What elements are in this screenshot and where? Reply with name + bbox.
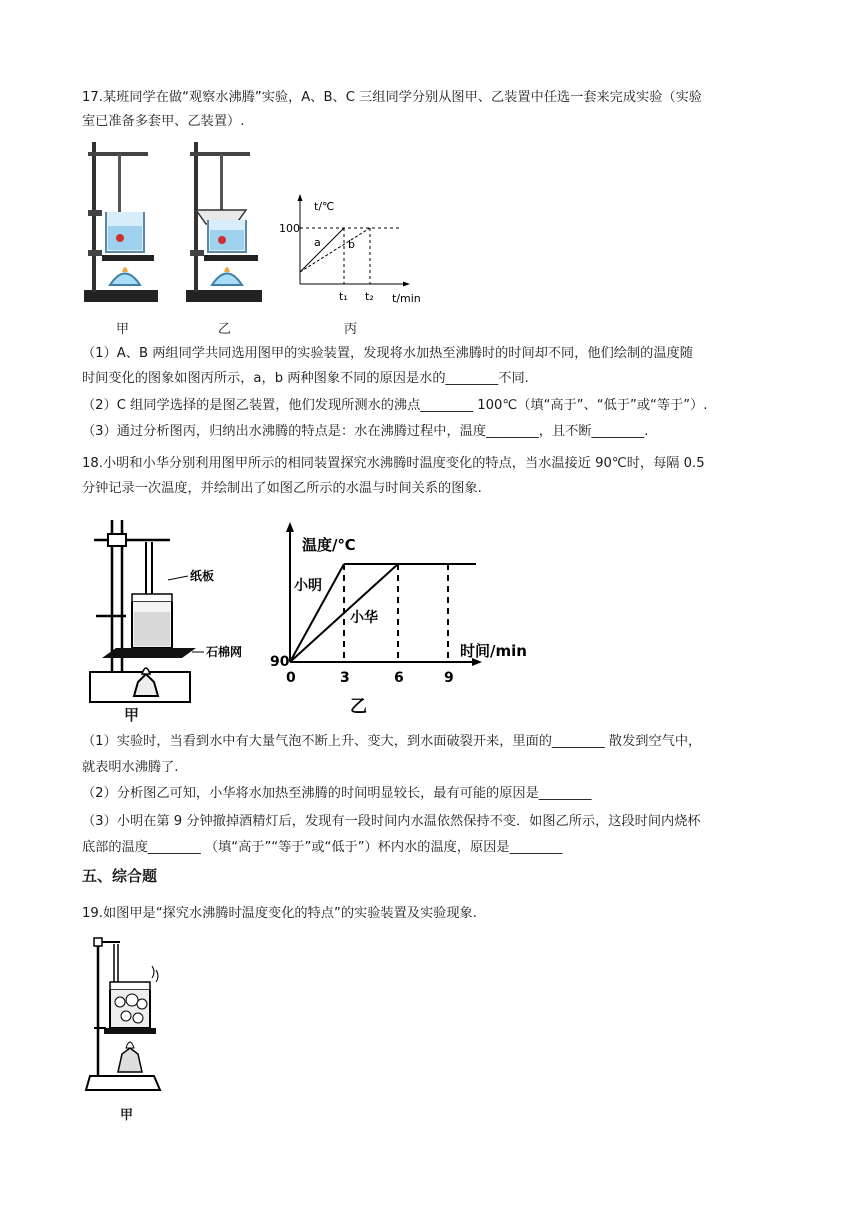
q19-apparatus-jia [84, 932, 168, 1102]
q18-graph-y-origin: 90 [270, 654, 290, 670]
q17-graph-line-b [300, 228, 370, 272]
q18-label-net: 石棉网 [206, 645, 243, 659]
q18-p2: （2）分析图乙可知，小华将水加热至沸腾的时间明显较长，最有可能的原因是________ [82, 786, 592, 801]
q18-graph-tick-9: 9 [444, 670, 454, 686]
q18-p1-line-1: （1）实验时，当看到水中有大量气泡不断上升、变大，到水面破裂开来，里面的________ 散发到空气中， [82, 734, 702, 749]
q18-p1-line-2: 就表明水沸腾了. [82, 760, 179, 775]
q17-line-2: 室已准备多套甲、乙装置）. [82, 114, 245, 129]
q17-p2: （2）C 组同学选择的是图乙装置，他们发现所测水的沸点________ 100℃（填“高于”、“低于”或“等于”）. [82, 398, 708, 413]
q18-label-board: 纸板 [190, 569, 215, 583]
q17-p1-line-2: 时间变化的图象如图丙所示，a，b 两种图象不同的原因是水的________不同. [82, 371, 529, 386]
q17-graph-bing [278, 192, 428, 308]
q17-graph-xlabel: t/min [392, 292, 421, 305]
q18-graph-yi [270, 518, 550, 718]
q18-graph-tick-0: 0 [286, 670, 296, 686]
q18-apparatus-jia [86, 512, 270, 722]
q17-graph-label-b: b [348, 238, 355, 251]
q17-graph-line-a [300, 228, 344, 272]
q17-p3: （3）通过分析图丙，归纳出水沸腾的特点是：水在沸腾过程中，温度________，且不断________. [82, 424, 649, 439]
section-five-heading: 五、综合题 [82, 867, 158, 885]
q17-line-1: 17.某班同学在做“观察水沸腾”实验，A、B、C 三组同学分别从图甲、乙装置中任选一套来完成实验（实验 [82, 90, 702, 105]
q17-graph-label-a: a [314, 236, 321, 249]
q17-graph-ylabel: t/℃ [314, 200, 335, 213]
q18-line-2: 分钟记录一次温度，并绘制出了如图乙所示的水温与时间关系的图象. [82, 481, 482, 496]
q18-graph-ylabel: 温度/℃ [302, 536, 356, 554]
q18-p3-line-1: （3）小明在第 9 分钟撤掉酒精灯后，发现有一段时间内水温依然保持不变．如图乙所示，这段时间内烧杯 [82, 814, 701, 829]
q18-graph-xlabel: 时间/min [460, 642, 527, 660]
q17-graph-tick-t1: t₁ [339, 290, 348, 303]
q17-caption-jia: 甲 [116, 322, 130, 337]
q17-caption-bing: 丙 [344, 322, 358, 337]
q17-apparatus-jia [82, 140, 162, 310]
q19-caption-jia: 甲 [120, 1108, 134, 1123]
q17-caption-yi: 乙 [218, 322, 232, 337]
q18-caption-jia: 甲 [124, 706, 140, 724]
q18-graph-caption: 乙 [350, 697, 367, 717]
q17-graph-100: 100 [279, 222, 300, 235]
q19-line-1: 19.如图甲是“探究水沸腾时温度变化的特点”的实验装置及实验现象. [82, 906, 477, 921]
q18-graph-tick-6: 6 [394, 670, 404, 686]
q17-graph-tick-t2: t₂ [365, 290, 374, 303]
q18-graph-series-xiaoming: 小明 [294, 578, 322, 594]
q18-p3-line-2: 底部的温度________ （填“高于”“等于”或“低于”）杯内水的温度，原因是________ [82, 840, 563, 855]
q17-p1-line-1: （1）A、B 两组同学共同选用图甲的实验装置，发现将水加热至沸腾时的时间却不同，他们绘制的温度随 [82, 346, 693, 361]
q18-line-1: 18.小明和小华分别利用图甲所示的相同装置探究水沸腾时温度变化的特点，当水温接近 90℃时，每隔 0.5 [82, 456, 705, 471]
q18-graph-series-xiaohua: 小华 [350, 610, 378, 626]
q17-apparatus-yi [184, 140, 266, 310]
q18-graph-tick-3: 3 [340, 670, 350, 686]
